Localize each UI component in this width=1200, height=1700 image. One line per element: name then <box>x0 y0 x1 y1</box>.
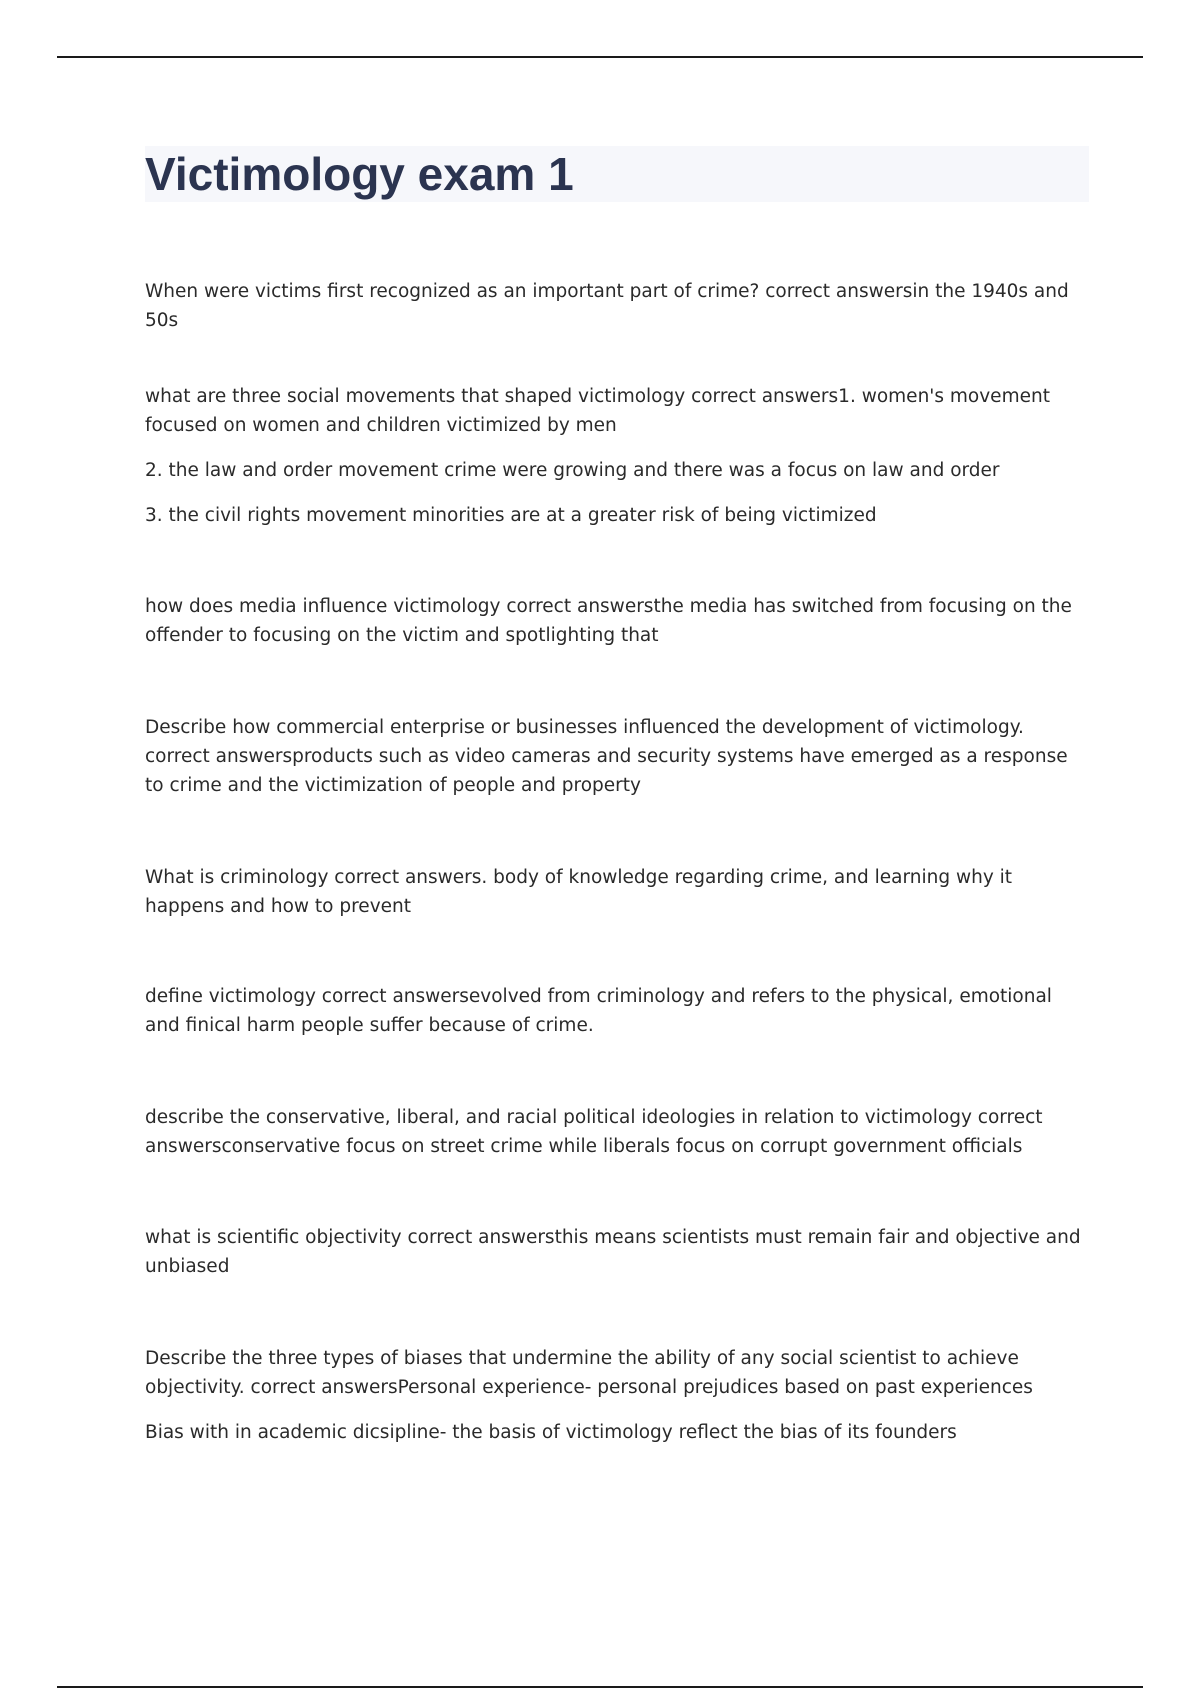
qa-text: what are three social movements that shaped victimology correct answers1. women's movement focused on women and children victimized by men <box>145 386 1050 436</box>
qa-text: 3. the civil rights movement minorities are at a greater risk of being victimized <box>145 505 877 526</box>
qa-entry-7 <box>145 1103 1090 1161</box>
qa-entry-2 <box>145 382 1090 530</box>
qa-entry-4 <box>145 713 1090 800</box>
qa-text: Describe the three types of biases that undermine the ability of any social scientist to achieve objectivity. correct answersPersonal experience- personal prejudices based on past experiences <box>145 1348 1033 1398</box>
qa-text: When were victims first recognized as an important part of crime? correct answersin the 1940s and 50s <box>145 281 1069 331</box>
qa-text: describe the conservative, liberal, and racial political ideologies in relation to victimology correct answersconservative focus on street crime while liberals focus on corrupt government officials <box>145 1107 1043 1157</box>
qa-entry-5 <box>145 863 1090 921</box>
qa-entry-1 <box>145 277 1090 335</box>
qa-entry-6 <box>145 982 1090 1040</box>
qa-text: define victimology correct answersevolved from criminology and refers to the physical, emotional and finical harm people suffer because of crime. <box>145 986 1052 1036</box>
qa-text: Bias with in academic dicsipline- the basis of victimology reflect the bias of its founders <box>145 1422 957 1443</box>
qa-text: what is scientific objectivity correct answersthis means scientists must remain fair and objective and unbiased <box>145 1227 1081 1277</box>
footer-rule <box>57 1686 1143 1688</box>
qa-text: how does media influence victimology correct answersthe media has switched from focusing on the offender to focusing on the victim and spotlighting that <box>145 596 1072 646</box>
qa-text: 2. the law and order movement crime were growing and there was a focus on law and order <box>145 460 1000 481</box>
header-rule <box>57 56 1143 58</box>
qa-entry-9 <box>145 1344 1090 1447</box>
page-title: Victimology exam 1 <box>145 148 574 200</box>
qa-text: What is criminology correct answers. body of knowledge regarding crime, and learning why it happens and how to prevent <box>145 867 1013 917</box>
qa-text: Describe how commercial enterprise or businesses influenced the development of victimology. correct answersproducts such as video cameras and security systems have emerged as a response to crime and the victimization of people and property <box>145 717 1068 796</box>
qa-entry-8 <box>145 1223 1090 1281</box>
qa-entry-3 <box>145 592 1090 650</box>
